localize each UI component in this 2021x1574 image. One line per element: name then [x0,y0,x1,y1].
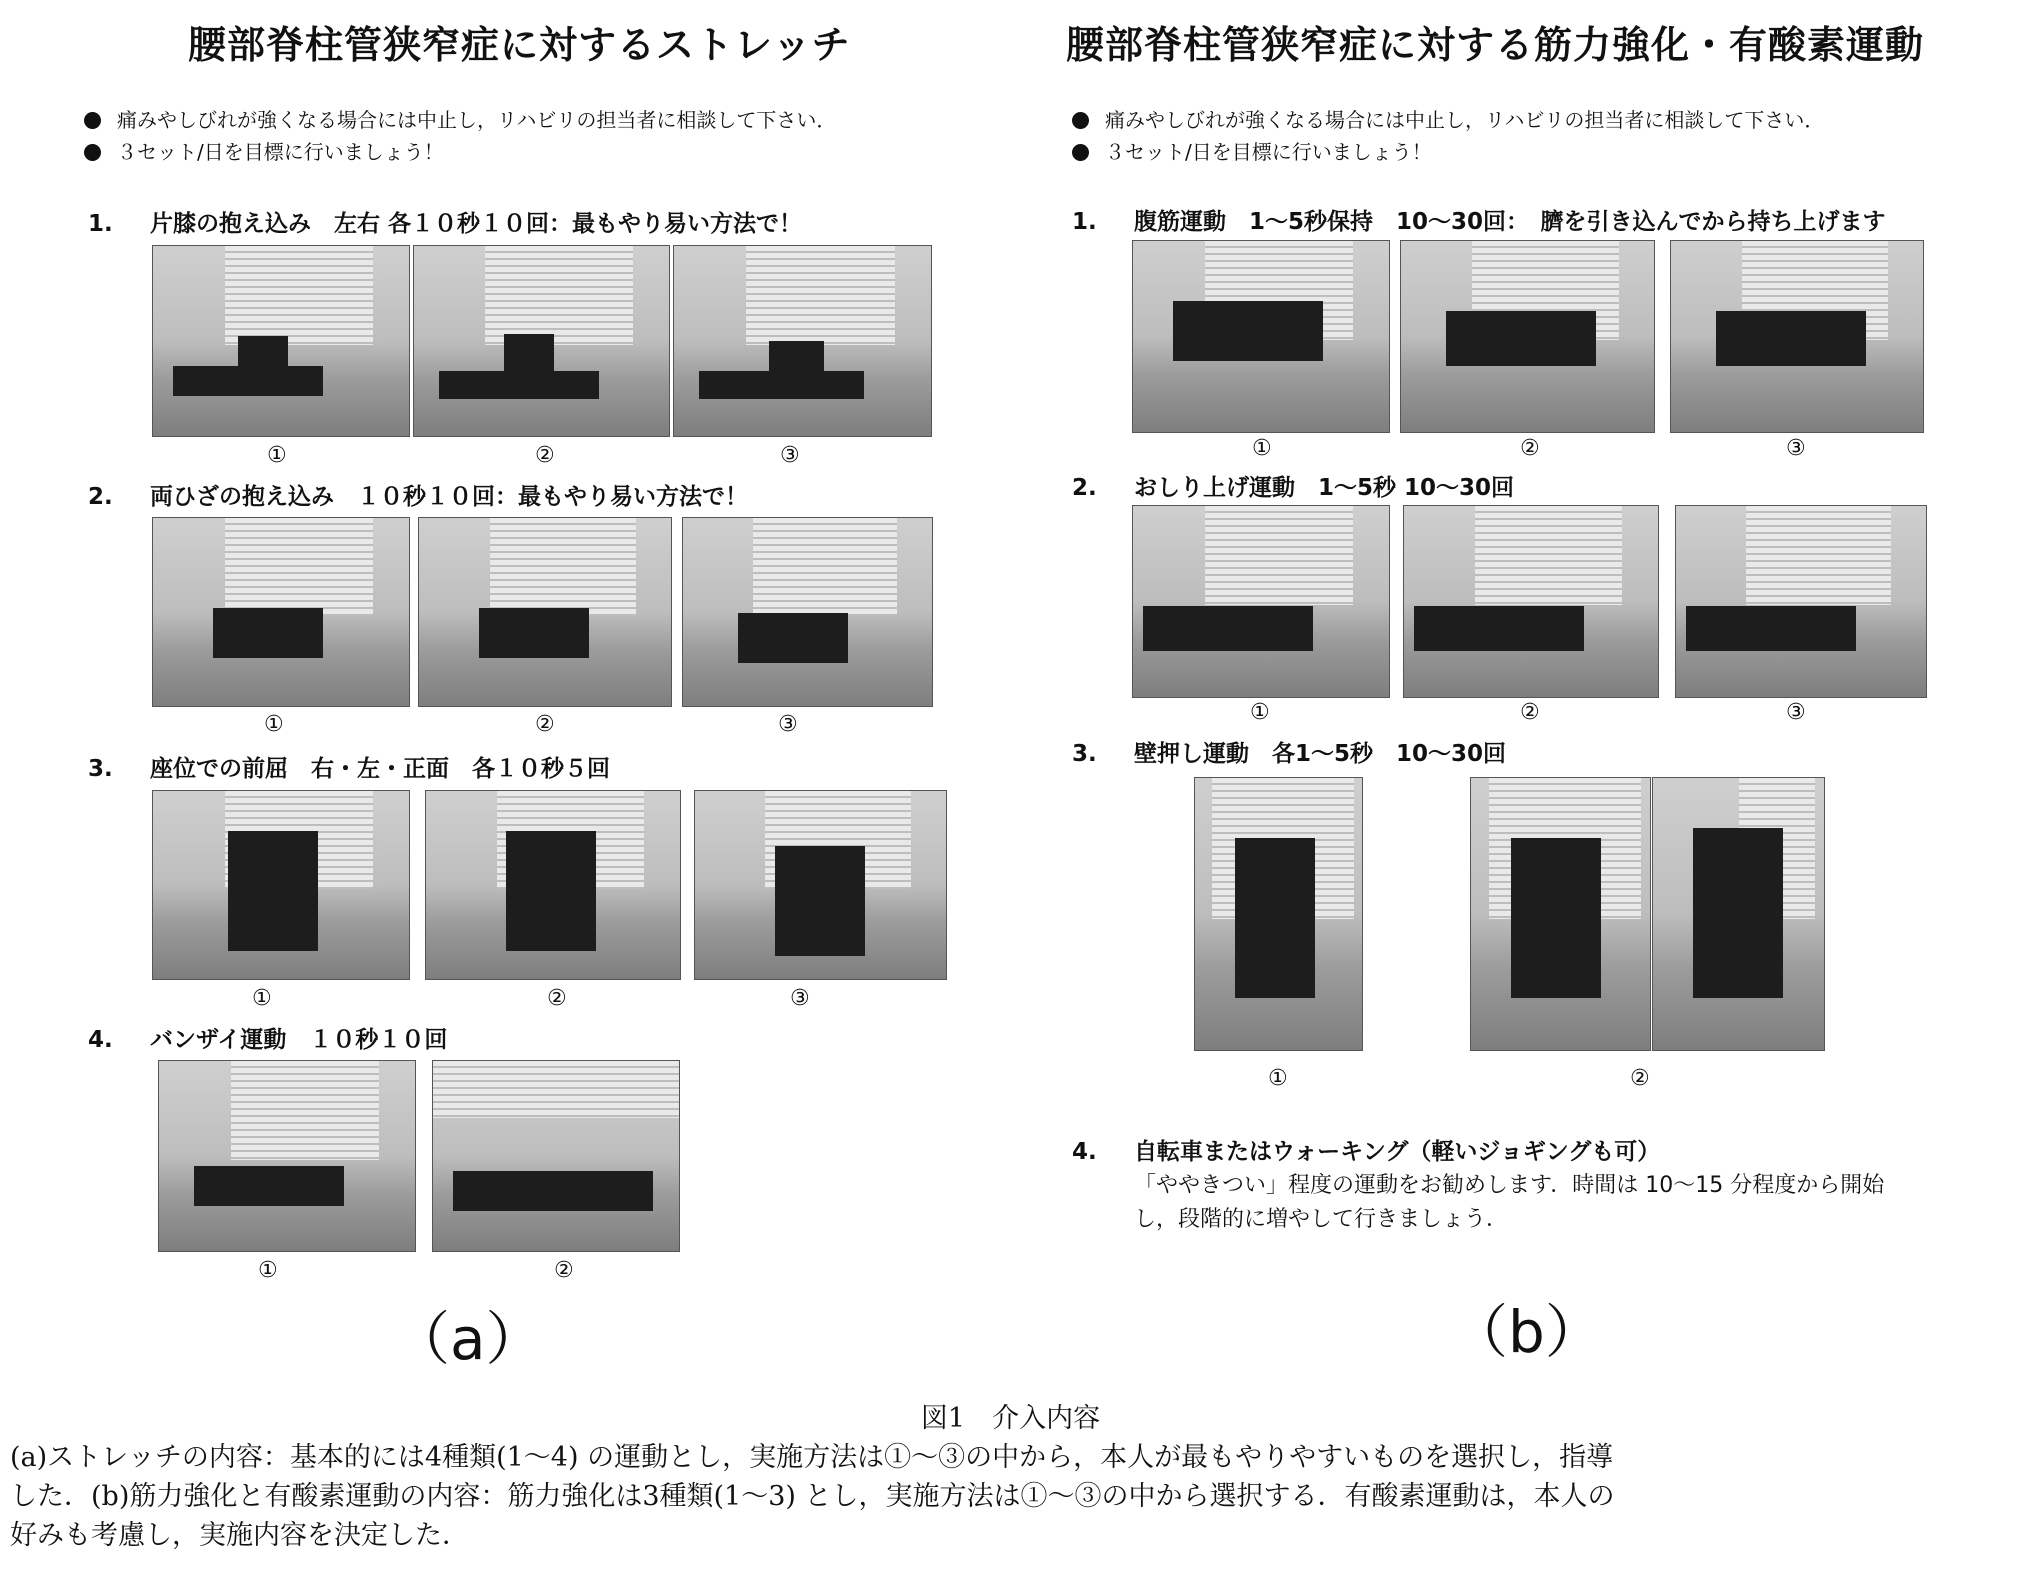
panel-a-section-1-heading: 1. 片膝の抱え込み 左右 各１０秒１０回：最もやり易い方法で！ [88,211,803,237]
panel-a-section-4-heading: 4. バンザイ運動 １０秒１０回 [88,1027,448,1053]
photo-b2-3 [1675,505,1927,698]
label-a2-3: ③ [778,712,798,737]
panel-b-section-4-heading: 4. 自転車またはウォーキング（軽いジョギングも可） [1072,1139,1661,1165]
label-a3-3: ③ [790,986,810,1011]
photo-a3-3 [694,790,947,980]
photo-b3-1 [1194,777,1363,1051]
photo-a2-1 [152,517,410,707]
panel-a-section-2-heading: 2. 両ひざの抱え込み １０秒１０回：最もやり易い方法で！ [88,484,748,510]
label-b1-3: ③ [1786,436,1806,461]
label-a4-2: ② [554,1258,574,1283]
panel-b-note-2: ３セット/日を目標に行いましょう！ [1072,136,1432,165]
panel-a-note-1: 痛みやしびれが強くなる場合には中止し，リハビリの担当者に相談して下さい． [84,104,836,133]
photo-a4-2 [432,1060,680,1252]
label-a1-2: ② [535,443,555,468]
panel-a-section-3-heading: 3. 座位での前屈 右・左・正面 各１０秒５回 [88,756,610,782]
bullet-icon [1072,112,1089,129]
photo-a4-1 [158,1060,416,1252]
panel-a-note-2: ３セット/日を目標に行いましょう！ [84,136,444,165]
label-a2-2: ② [535,712,555,737]
caption-line-3: 好みも考慮し，実施内容を決定した． [10,1520,469,1551]
label-a1-1: ① [267,443,287,468]
panel-b-section-3-heading: 3. 壁押し運動 各1〜5秒 10〜30回 [1072,741,1507,767]
photo-a1-1 [152,245,410,437]
panel-b-section-2-heading: 2. おしり上げ運動 1〜5秒 10〜30回 [1072,475,1515,501]
photo-b3-2b [1652,777,1825,1051]
photo-a3-2 [425,790,681,980]
label-a3-2: ② [547,986,567,1011]
label-b1-1: ① [1252,436,1272,461]
photo-a1-3 [673,245,932,437]
panel-b-section-4-desc-1: 「ややきつい」程度の運動をお勧めします．時間は 10〜15 分程度から開始 [1134,1173,1885,1198]
panel-b-section-1-heading: 1. 腹筋運動 1〜5秒保持 10〜30回： 臍を引き込んでから持ち上げます [1072,209,1886,235]
label-a2-1: ① [264,712,284,737]
label-a3-1: ① [252,986,272,1011]
caption-line-2: した．(b)筋力強化と有酸素運動の内容：筋力強化は3種類(1〜3) とし，実施方法は①〜③の中から選択する．有酸素運動は，本人の [10,1481,1615,1512]
figure-caption-title: 図1 介入内容 [920,1403,1101,1434]
label-b2-1: ① [1250,700,1270,725]
label-a4-1: ① [258,1258,278,1283]
label-a1-3: ③ [780,443,800,468]
panel-b-note-1: 痛みやしびれが強くなる場合には中止し，リハビリの担当者に相談して下さい． [1072,104,1824,133]
label-b3-2: ② [1630,1066,1650,1091]
label-b3-1: ① [1268,1066,1288,1091]
panel-a-label: （a） [392,1305,544,1373]
photo-b1-2 [1400,240,1655,433]
label-b2-3: ③ [1786,700,1806,725]
bullet-icon [84,112,101,129]
photo-b3-2a [1470,777,1651,1051]
panel-b-title: 腰部脊柱管狭窄症に対する筋力強化・有酸素運動 [1066,23,1925,67]
photo-a1-2 [413,245,670,437]
label-b2-2: ② [1520,700,1540,725]
panel-b-section-4-desc-2: し，段階的に増やして行きましょう． [1134,1207,1509,1232]
caption-line-1: (a)ストレッチの内容：基本的には4種類(1〜4) の運動とし，実施方法は①〜③の中から，本人が最もやりやすいものを選択し，指導 [10,1442,1614,1473]
panel-a-title: 腰部脊柱管狭窄症に対するストレッチ [188,23,851,67]
bullet-icon [84,144,101,161]
panel-b-label: （b） [1450,1298,1603,1366]
photo-a2-3 [682,517,933,707]
label-b1-2: ② [1520,436,1540,461]
bullet-icon [1072,144,1089,161]
photo-b1-1 [1132,240,1390,433]
photo-b1-3 [1670,240,1924,433]
photo-a3-1 [152,790,410,980]
figure-caption-body [10,1438,2010,1555]
photo-b2-1 [1132,505,1390,698]
photo-b2-2 [1403,505,1659,698]
photo-a2-2 [418,517,672,707]
